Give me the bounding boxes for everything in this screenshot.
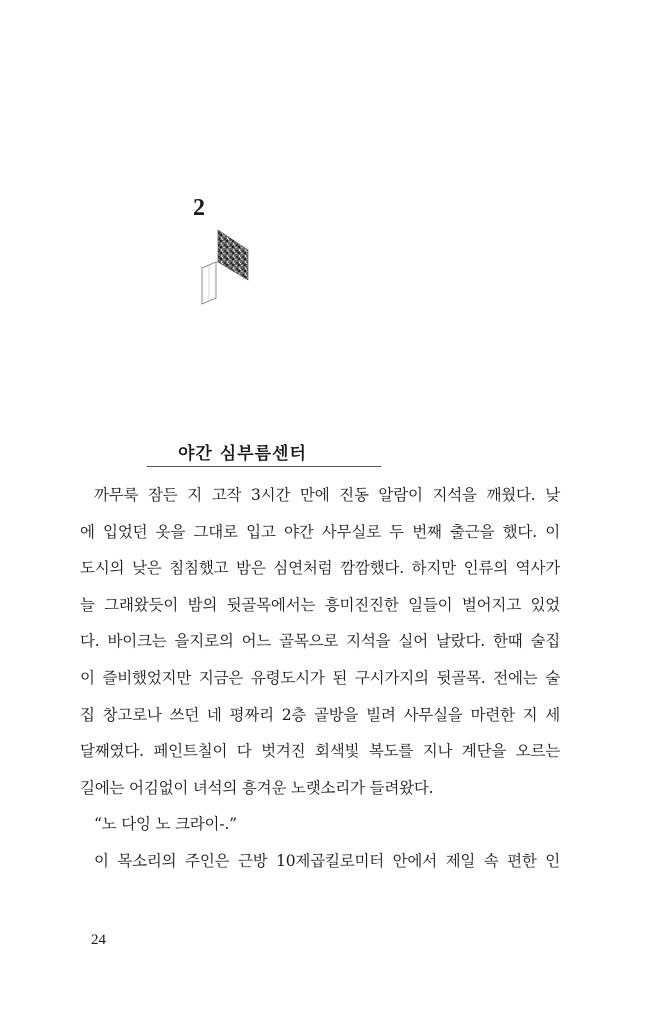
- body-line: 까무룩 잠든 지 고작 3시간 만에 진동 알람이 지석을 깨웠다. 낮: [94, 486, 560, 504]
- page-number: 24: [91, 932, 106, 948]
- title-divider: [147, 466, 381, 467]
- section-title: 야간 심부름센터: [178, 444, 307, 464]
- body-line: 다. 바이크는 을지로의 어느 골목으로 지석을 실어 날랐다. 한때 술집: [80, 632, 560, 651]
- body-line: 이 즐비했었지만 지금은 유령도시가 된 구시가지의 뒷골목. 전에는 술: [80, 668, 560, 687]
- body-line: 에 입었던 옷을 그대로 입고 야간 사무실로 두 번째 출근을 했다. 이: [80, 522, 560, 541]
- body-line: 도시의 낮은 침침했고 밤은 심연처럼 깜깜했다. 하지만 인류의 역사가: [80, 559, 560, 578]
- body-line: 집 창고로나 쓰던 네 평짜리 2층 골방을 빌려 사무실을 마련한 지 세: [80, 705, 560, 724]
- chapter-number: 2: [193, 195, 205, 221]
- chapter-ornament-icon: [196, 228, 256, 308]
- body-text: [80, 477, 560, 880]
- body-line: 늘 그래왔듯이 밤의 뒷골목에서는 흥미진진한 일들이 벌어지고 있었: [80, 595, 560, 614]
- dialogue-line: “노 다잉 노 크라이-.”: [94, 815, 237, 834]
- body-line: 달째였다. 페인트칠이 다 벗겨진 회색빛 복도를 지나 계단을 오르는: [80, 742, 560, 761]
- body-line: 이 목소리의 주인은 근방 10제곱킬로미터 안에서 제일 속 편한 인: [94, 851, 560, 870]
- body-line: 길에는 어김없이 녀석의 흥겨운 노랫소리가 들려왔다.: [80, 778, 434, 797]
